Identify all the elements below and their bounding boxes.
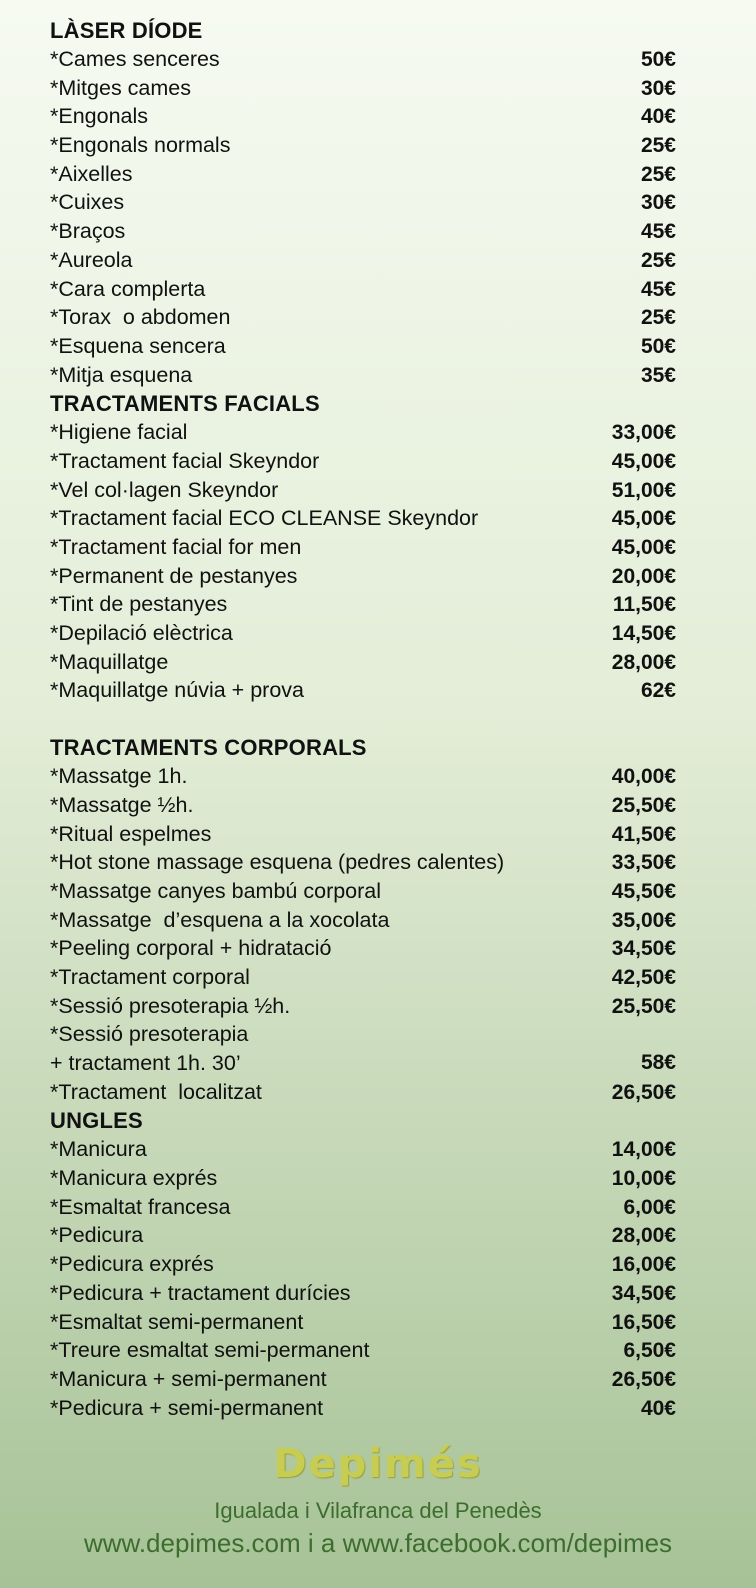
item-name: *Permanent de pestanyes (50, 563, 298, 588)
list-item (50, 1221, 676, 1250)
item-price: 11,50€ (612, 593, 676, 617)
footer (0, 1436, 756, 1560)
item-name: *Sessió presoterapia ½h. (50, 993, 291, 1018)
list-item (50, 1394, 676, 1423)
item-price: 35€ (640, 363, 676, 387)
list-item (50, 45, 676, 74)
item-price: 45,50€ (611, 879, 676, 903)
item-name: *Torax o abdomen (50, 305, 231, 330)
section-title: TRACTAMENTS CORPORALS (50, 735, 367, 761)
list-item (50, 188, 676, 217)
item-price: 50€ (640, 334, 676, 358)
item-price: 62€ (640, 679, 676, 703)
list-item (50, 562, 676, 591)
item-name: *Aixelles (50, 161, 133, 186)
item-name: *Pedicura exprés (50, 1252, 214, 1277)
list-item (50, 504, 676, 533)
item-name: *Pedicura + tractament durícies (50, 1280, 351, 1305)
list-item (50, 1250, 676, 1279)
item-name: *Pedicura (50, 1223, 144, 1248)
section-body-treatments (50, 733, 676, 1106)
item-price: 25€ (640, 248, 676, 272)
item-name: *Esquena sencera (50, 333, 226, 358)
list-item (50, 131, 676, 160)
item-name: *Massatge 1h. (50, 764, 188, 789)
list-item (50, 648, 676, 677)
item-name: *Maquillatge (50, 649, 169, 674)
list-item (50, 361, 676, 390)
list-item (50, 418, 676, 447)
item-name: *Manicura exprés (50, 1166, 218, 1191)
list-item (50, 1078, 676, 1107)
website-text: www.depimes.com i a www.facebook.com/depimes (83, 1528, 673, 1558)
brand-logo: Depimés (273, 1441, 483, 1487)
item-price: 41,50€ (611, 822, 676, 846)
list-item (50, 1020, 676, 1077)
item-price: 50€ (640, 48, 676, 71)
list-item (50, 1365, 676, 1394)
section-nails (50, 1106, 676, 1422)
item-price: 16,00€ (611, 1253, 676, 1277)
item-name: *Tractament corporal (50, 964, 250, 989)
item-price: 10,00€ (611, 1167, 676, 1191)
list-item (50, 590, 676, 619)
item-price: 14,00€ (611, 1138, 676, 1162)
item-name: *Ritual espelmes (50, 821, 212, 846)
item-name: *Cuixes (50, 190, 125, 215)
section-title: UNGLES (50, 1108, 143, 1134)
item-price: 25€ (640, 162, 676, 186)
list-item (50, 332, 676, 361)
list-item (50, 848, 676, 877)
item-name: *Mitges cames (50, 75, 191, 100)
list-item (50, 217, 676, 246)
item-price: 25€ (640, 134, 676, 158)
list-item (50, 246, 676, 275)
item-name: *Braços (50, 219, 126, 244)
item-price: 6,00€ (623, 1195, 676, 1219)
list-item (50, 619, 676, 648)
list-item (50, 447, 676, 476)
item-name: *Higiene facial (50, 420, 188, 445)
item-price: 45,00€ (611, 507, 676, 531)
item-price: 26,50€ (611, 1367, 676, 1391)
item-price: 33,50€ (611, 851, 676, 875)
list-item (50, 791, 676, 820)
item-price: 51,00€ (611, 478, 676, 502)
list-item (50, 303, 676, 332)
item-name: *Massatge ½h. (50, 792, 194, 817)
item-name: *Aureola (50, 247, 133, 272)
item-name: *Engonals (50, 104, 149, 129)
item-price: 35,00€ (611, 908, 676, 932)
list-item (50, 762, 676, 791)
item-price: 28,00€ (611, 1224, 676, 1248)
list-item (50, 992, 676, 1021)
list-item (50, 1279, 676, 1308)
item-name: *Tractament facial Skeyndor (50, 448, 320, 473)
item-name: *Tractament facial ECO CLEANSE Skeyndor (50, 506, 479, 531)
item-price: 25,50€ (611, 793, 676, 817)
item-price: 25,50€ (611, 994, 676, 1018)
list-item (50, 877, 676, 906)
list-item (50, 1336, 676, 1365)
item-price: 6,50€ (623, 1339, 676, 1363)
item-name: *Tint de pestanyes (50, 592, 228, 617)
list-item (50, 1164, 676, 1193)
list-item (50, 74, 676, 103)
item-price: 58€ (640, 1051, 676, 1074)
item-name: *Mitja esquena (50, 362, 193, 387)
list-item (50, 275, 676, 304)
item-price: 45,00€ (611, 536, 676, 559)
section-laser-diode (50, 16, 676, 389)
list-item (50, 906, 676, 935)
item-name: *Cara complerta (50, 276, 206, 301)
item-price: 28,00€ (611, 650, 676, 674)
list-item (50, 1308, 676, 1337)
item-name: *Tractament facial for men (50, 535, 302, 559)
section-title: LÀSER DÍODE (50, 18, 203, 43)
list-item (50, 676, 676, 705)
item-name: *Depilació elèctrica (50, 621, 233, 646)
list-item (50, 533, 676, 562)
item-price: 40,00€ (611, 765, 676, 789)
item-price: 45€ (640, 277, 676, 301)
list-item (50, 934, 676, 963)
item-name: *Engonals normals (50, 133, 231, 158)
item-price: 34,50€ (611, 937, 676, 961)
item-name-line1: *Sessió presoterapia (50, 1022, 249, 1047)
item-price: 40€ (640, 105, 676, 129)
list-item (50, 963, 676, 992)
list-item (50, 820, 676, 849)
item-price: 30€ (640, 76, 676, 100)
list-item (50, 476, 676, 505)
item-name: *Massatge canyes bambú corporal (50, 878, 382, 903)
item-name: *Tractament localitzat (50, 1079, 262, 1104)
item-name: *Esmaltat semi-permanent (50, 1309, 304, 1334)
item-name: *Pedicura + semi-permanent (50, 1395, 324, 1420)
item-name (50, 1020, 248, 1077)
item-name: *Cames senceres (50, 47, 220, 71)
list-item (50, 1193, 676, 1222)
item-price: 33,00€ (611, 421, 676, 445)
item-name: *Hot stone massage esquena (pedres calentes) (50, 850, 505, 875)
item-name: *Massatge d’esquena a la xocolata (50, 907, 390, 932)
item-price: 20,00€ (611, 564, 676, 588)
item-price: 25€ (640, 306, 676, 330)
section-facial-treatments (50, 389, 676, 705)
item-name: *Maquillatge núvia + prova (50, 678, 304, 703)
item-name: *Esmaltat francesa (50, 1194, 231, 1219)
list-item (50, 102, 676, 131)
item-name: *Treure esmaltat semi-permanent (50, 1338, 370, 1363)
section-title: TRACTAMENTS FACIALS (50, 391, 320, 417)
item-name-line2: + tractament 1h. 30’ (50, 1051, 241, 1075)
list-item (50, 1135, 676, 1164)
section-spacer (50, 705, 676, 733)
list-item (50, 160, 676, 189)
price-list (50, 16, 676, 1422)
item-name: *Manicura + semi-permanent (50, 1366, 327, 1391)
item-price: 26,50€ (611, 1080, 676, 1104)
item-price: 45,00€ (611, 449, 676, 473)
item-price: 30€ (640, 191, 676, 215)
item-name: *Manicura (50, 1137, 147, 1162)
item-price: 42,50€ (611, 965, 676, 989)
locations-text: Igualada i Vilafranca del Penedès (214, 1498, 542, 1523)
item-price: 34,50€ (611, 1281, 676, 1305)
item-price: 14,50€ (611, 622, 676, 646)
item-price: 40€ (640, 1396, 676, 1420)
item-name: *Vel col·lagen Skeyndor (50, 477, 279, 502)
item-price: 45€ (640, 220, 676, 244)
item-price: 16,50€ (611, 1310, 676, 1334)
item-name: *Peeling corporal + hidratació (50, 936, 332, 961)
